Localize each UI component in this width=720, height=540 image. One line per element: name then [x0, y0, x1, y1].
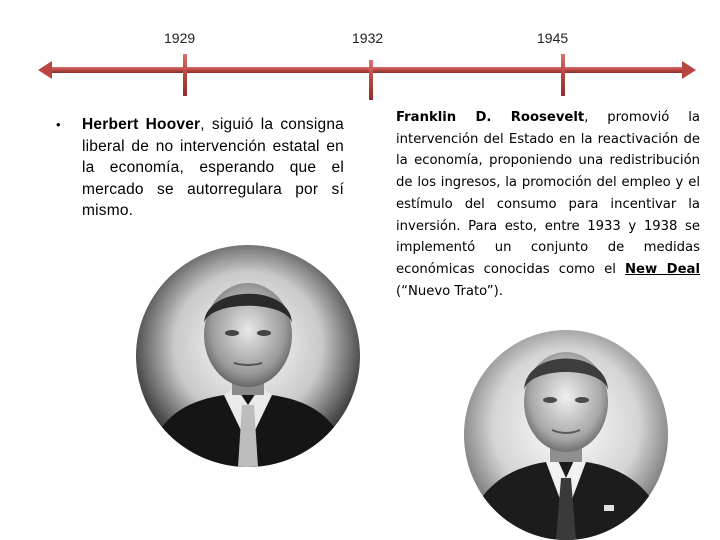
list-bullet: • [56, 117, 61, 132]
hoover-description [82, 114, 344, 222]
hoover-text: , siguió la consigna liberal de no intervención estatal en la economía, esperando que el mercado se autorregulara por sí mismo. [82, 116, 344, 219]
hoover-name: Herbert Hoover [82, 116, 201, 133]
new-deal-link: New Deal [625, 261, 700, 277]
timeline-tick-1945 [561, 54, 565, 96]
timeline-right-arrowhead [682, 61, 696, 79]
roosevelt-text: , promovió la intervención del Estado en la reactivación de la economía, proponiendo una redistribución de los ingresos, la promoción del empleo y el estímulo del consumo para incentivar la inversión. Para esto, entre 1933 y 1938 se implementó un conjunto de medidas económicas conocidas como el [396, 110, 700, 277]
year-label-1932: 1932 [352, 30, 384, 46]
hoover-portrait-icon [136, 245, 360, 467]
timeline-tick-1932 [369, 60, 373, 100]
timeline-tick-1929 [183, 54, 187, 96]
roosevelt-description [396, 107, 700, 302]
roosevelt-portrait-icon [464, 330, 668, 540]
timeline-arrow [0, 0, 720, 100]
timeline-left-arrowhead [38, 61, 52, 79]
roosevelt-tail: (“Nuevo Trato”). [396, 283, 503, 299]
year-label-1945: 1945 [537, 30, 569, 46]
timeline-shaft [50, 67, 686, 73]
year-label-1929: 1929 [164, 30, 196, 46]
roosevelt-name: Franklin D. Roosevelt [396, 110, 585, 125]
